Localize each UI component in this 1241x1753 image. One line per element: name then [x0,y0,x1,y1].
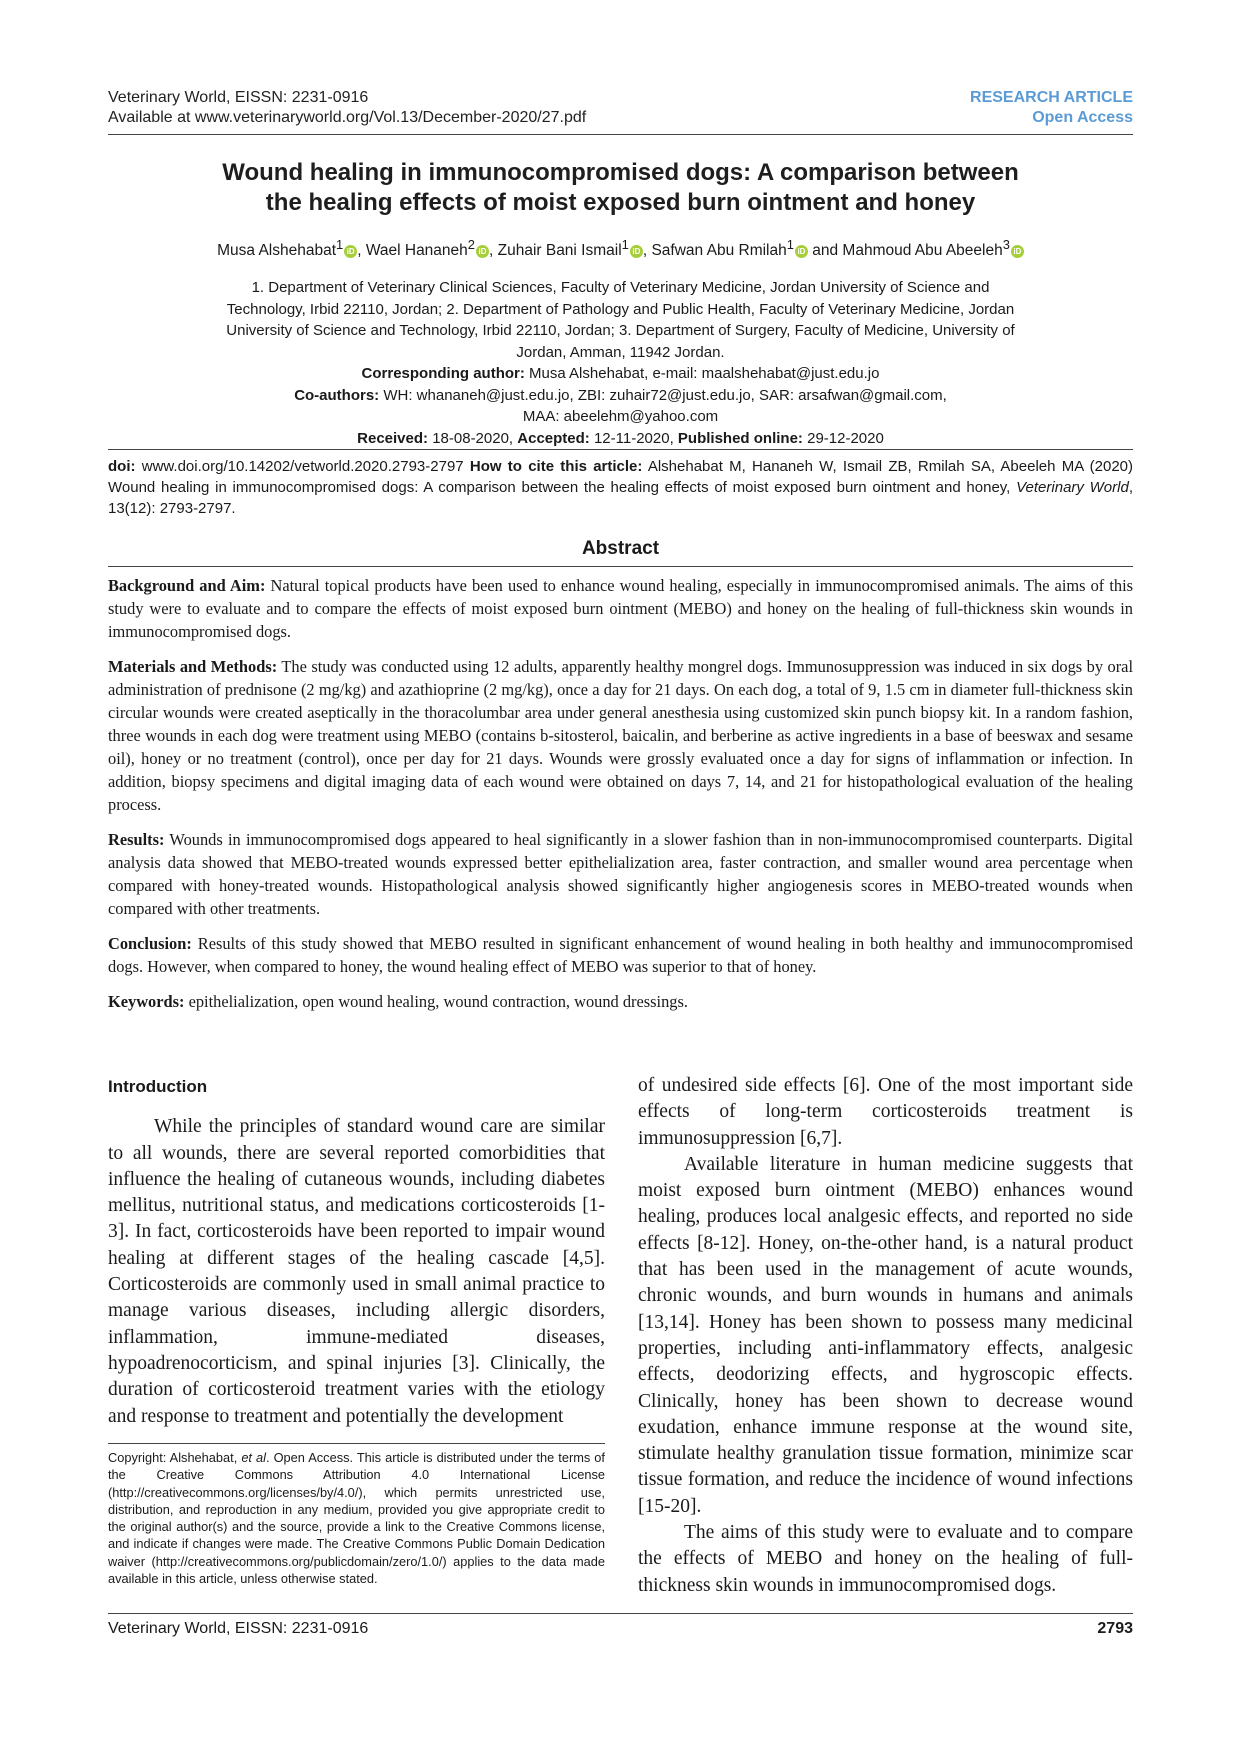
intro-paragraph-2: Available literature in human medicine suggests that moist exposed burn ointment (MEBO) enhances wound healing, produces local analgesic effects, and reported no side effects [8-12]. Honey, on-the-other hand, is a natural product that has been used in the management of acute wounds, chronic wounds, and burn wounds in humans and animals [13,14]. Honey has been shown to possess many medicinal properties, including anti-inflammatory effects, analgesic effects, deodorizing effects, and hygroscopic effects. Clinically, honey has been shown to decrease wound exudation, enhance immune response at the wound site, stimulate healthy granulation tissue formation, minimize scar tissue formation, and reduce the incidence of wound infections [15-20]. [638,1153,1133,1517]
author-separator: , [642,242,652,260]
section-label: Background and Aim: [108,576,266,595]
affiliation-line: University of Science and Technology, Irbid 22110, Jordan; 3. Department of Surgery, Faculty of Medicine, University of [226,322,1015,339]
author: Musa Alshehabat [217,242,337,260]
author-affiliation-number: 3 [1002,237,1010,252]
doi-label: doi: [108,458,136,475]
orcid-icon[interactable]: iD [344,245,357,258]
coauthors-line [112,385,1129,407]
doi-link[interactable]: www.doi.org/10.14202/vetworld.2020.2793-2797 [135,458,470,475]
copyright-text: . Open Access. This article is distributed under the terms of the Creative Commons Attribution 4.0 International License (http://creativecommons.org/licenses/by/4.0/), which permits unrestricted use, distribution, and reproduction in any medium, provided you give appropriate credit to the original author(s) and the source, provide a link to the Creative Commons license, and indicate if changes were made. The Creative Commons Public Domain Dedication waiver (http://creativecommons.org/publicdomain/zero/1.0/) applies to the data made available in this article, unless otherwise stated. [108,1450,605,1587]
section-label: Results: [108,830,165,849]
title-line-1: Wound healing in immunocompromised dogs: A comparison between [222,159,1019,186]
article-badge [970,88,1133,128]
abstract-conclusion [108,932,1133,978]
corresponding-text[interactable]: Musa Alshehabat, e-mail: maalshehabat@just.edu.jo [524,365,880,382]
abstract-background [108,574,1133,643]
citation-text: Alshehabat M, Hananeh W, Ismail ZB, Rmilah SA, Abeeleh MA (2020) Wound healing in immunocompromised dogs: A comparison between the healing effects of moist exposed burn ointment and honey, [108,458,1133,496]
author-affiliation-number: 2 [467,237,475,252]
author-affiliation-number: 1 [786,237,794,252]
author-list [108,235,1133,261]
article-type: RESEARCH ARTICLE [970,89,1133,106]
footer-divider [108,1613,1133,1614]
citation-journal: Veterinary World [1016,479,1129,496]
intro-paragraph-3: The aims of this study were to evaluate and to compare the effects of MEBO and honey on the healing of full-thickness skin wounds in immunocompromised dogs. [638,1522,1133,1596]
author-separator: , [488,242,498,260]
citation-tail: , 13(12): 2793-2797. [108,479,1133,517]
coauthors-label: Co-authors: [294,386,380,404]
author-affiliation-number: 1 [621,237,629,252]
orcid-icon[interactable]: iD [795,245,808,258]
section-label: Keywords: [108,992,185,1011]
received-date: 18-08-2020, [428,429,518,447]
dates-line [112,428,1129,450]
affiliations-block [112,277,1129,449]
coauthors-line-2[interactable]: MAA: abeelehm@yahoo.com [522,408,719,425]
meta-divider [108,449,1133,450]
section-text: Wounds in immunocompromised dogs appeared to heal significantly in a slower fashion than in non-immunocompromised counterparts. Digital analysis data showed that MEBO-treated wounds expressed better epithelialization area, faster contraction, and smaller wound area percentage when compared with honey-treated wounds. Histopathological analysis showed significantly higher angiogenesis scores in MEBO-treated wounds when compared with other treatments. [108,830,1133,918]
affiliation-line: Technology, Irbid 22110, Jordan; 2. Department of Pathology and Public Health, Faculty of Veterinary Medicine, Jordan [226,300,1015,318]
affiliation-line: Jordan, Amman, 11942 Jordan. [516,343,725,361]
article-url[interactable]: Available at www.veterinaryworld.org/Vol.13/December-2020/27.pdf [108,109,587,126]
running-header [108,88,586,128]
section-text: The study was conducted using 12 adults, apparently healthy mongrel dogs. Immunosuppression was induced in six dogs by oral administration of prednisone (2 mg/kg) and azathioprine (2 mg/kg), once a day for 21 days. On each dog, a total of 9, 1.5 cm in diameter full-thickness skin circular wounds were created aseptically in the thoracolumbar area under general anesthesia using customized skin punch biopsy kit. In a random fashion, three wounds in each dog were treatment using MEBO (contains b-sitosterol, baicalin, and berberine as active ingredients in a base of beeswax and sesame oil), honey or no treatment (control), once per day for 21 days. Wounds were grossly evaluated once a day for signs of inflammation or infection. In addition, biopsy specimens and digital imaging data of each wound were obtained on days 7, 14, and 21 for histopathological evaluation of the healing process. [108,657,1133,814]
left-column [108,1074,605,1430]
affiliation-line: 1. Department of Veterinary Clinical Sciences, Faculty of Veterinary Medicine, Jordan University of Science and [251,279,990,296]
header-divider [108,134,1133,135]
copyright-divider [108,1443,605,1444]
copyright-notice [108,1449,605,1587]
section-label: Materials and Methods: [108,657,278,676]
copyright-etal: et al [241,1450,266,1465]
how-to-cite-label: How to cite this article: [469,458,643,475]
author: Safwan Abu Rmilah [651,242,787,260]
section-text: epithelialization, open wound healing, wound contraction, wound dressings. [184,992,688,1011]
title-line-2: the healing effects of moist exposed burn ointment and honey [265,189,976,216]
intro-paragraph-continued: of undesired side effects [6]. One of the most important side effects of long-term corticosteroids treatment is immunosuppression [6,7]. [638,1075,1133,1149]
introduction-heading: Introduction [108,1077,208,1096]
article-title [108,158,1133,218]
abstract-body [108,574,1133,1025]
author-affiliation-number: 1 [336,237,344,252]
author: Wael Hananeh [365,242,468,260]
footer-journal: Veterinary World, EISSN: 2231-0916 [108,1620,369,1637]
citation-block [108,456,1133,519]
corresponding-label: Corresponding author: [361,365,525,382]
orcid-icon[interactable]: iD [630,245,643,258]
author-separator: , [357,242,366,260]
published-label: Published online: [677,429,803,447]
journal-name: Veterinary World, EISSN: 2231-0916 [108,89,369,106]
published-date: 29-12-2020 [802,429,884,447]
received-label: Received: [357,429,429,447]
corresponding-author [112,363,1129,385]
author: Mahmoud Abu Abeeleh [842,242,1003,260]
intro-paragraph-1: While the principles of standard wound care are similar to all wounds, there are several reported comorbidities that influence the healing of cutaneous wounds, including diabetes mellitus, nutritional status, and medications corticosteroids [1-3]. In fact, corticosteroids have been reported to impair wound healing at different stages of the healing cascade [4,5]. Corticosteroids are commonly used in small animal practice to manage various diseases, including allergic disorders, inflammation, immune-mediated diseases, hypoadrenocorticism, and spinal injuries [3]. Clinically, the duration of corticosteroid treatment varies with the etiology and response to treatment and potentially the development [108,1116,605,1427]
abstract-heading: Abstract [581,538,660,559]
coauthors-emails[interactable]: WH: whananeh@just.edu.jo, ZBI: zuhair72@just.edu.jo, SAR: arsafwan@gmail.com, [379,386,947,404]
accepted-label: Accepted: [517,429,590,447]
accepted-date: 12-11-2020, [589,429,678,447]
section-text: Results of this study showed that MEBO resulted in significant enhancement of wound healing in both healthy and immunocompromised dogs. However, when compared to honey, the wound healing effect of MEBO was superior to that of honey. [108,934,1133,976]
section-text: Natural topical products have been used to enhance wound healing, especially in immunocompromised animals. The aims of this study were to evaluate and to compare the effects of moist exposed burn ointment (MEBO) and honey on the healing of full-thickness skin wounds in immunocompromised dogs. [108,576,1133,641]
section-label: Conclusion: [108,934,192,953]
abstract-keywords [108,990,1133,1013]
orcid-icon[interactable]: iD [1011,245,1024,258]
author-and: and [807,242,843,260]
abstract-results [108,828,1133,920]
author: Zuhair Bani Ismail [497,242,622,260]
open-access-label: Open Access [1032,109,1133,126]
page-number: 2793 [1097,1620,1133,1637]
copyright-prefix: Copyright: Alshehabat, [108,1450,242,1465]
right-column [638,1073,1133,1599]
orcid-icon[interactable]: iD [476,245,489,258]
abstract-methods [108,655,1133,816]
abstract-divider [108,566,1133,567]
